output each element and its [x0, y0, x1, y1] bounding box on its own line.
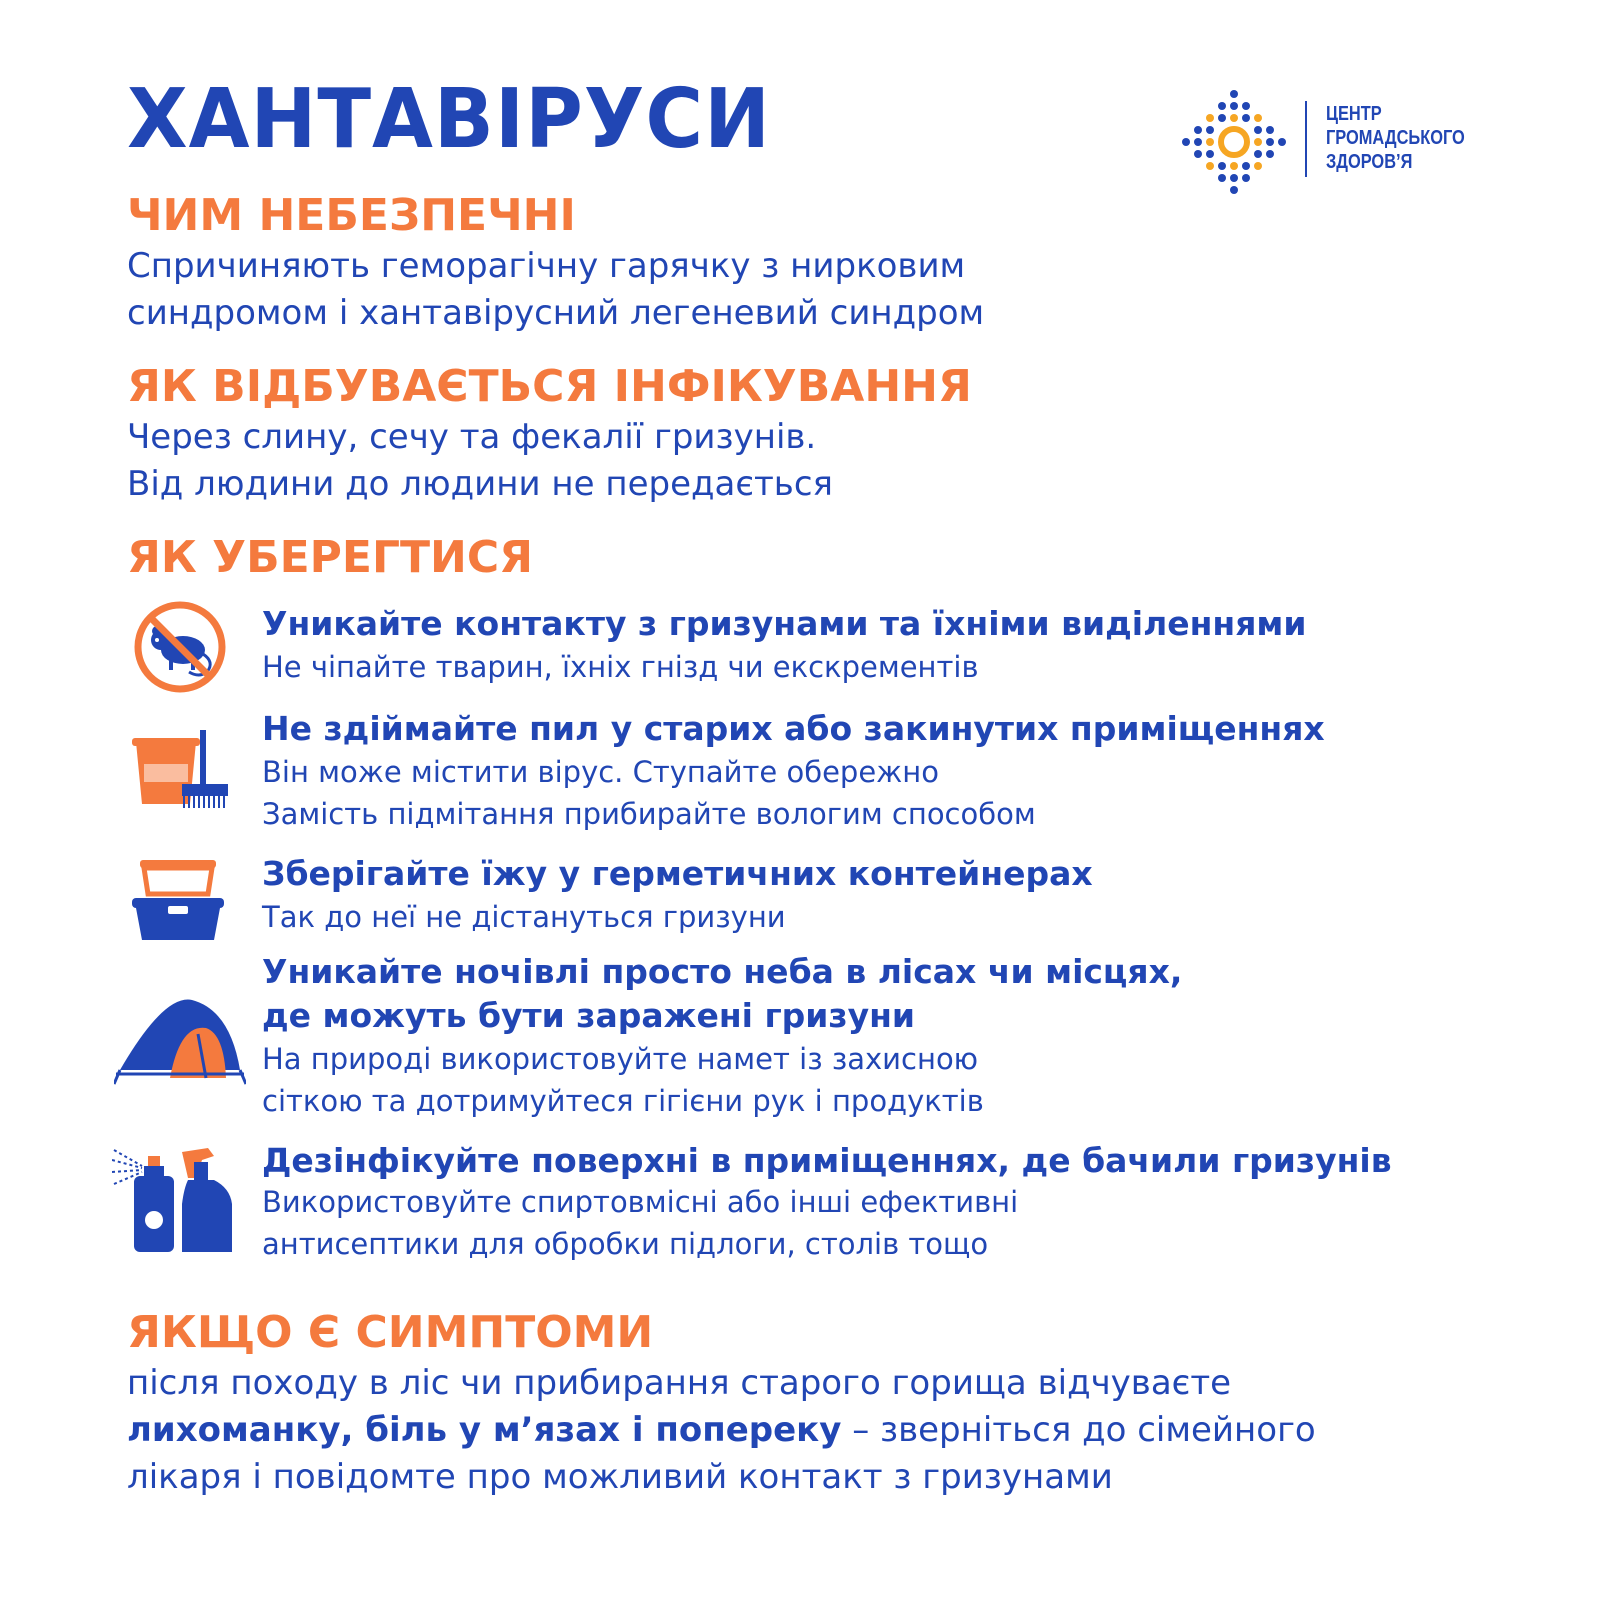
symptoms-line: лікаря і повідомте про можливий контакт з гризунами	[127, 1457, 1113, 1497]
item-title-line: Зберігайте їжу у герметичних контейнерах	[262, 854, 1093, 893]
item-text-line: Так до неї не дістануться гризуни	[262, 900, 786, 934]
prevention-item-title	[262, 707, 1325, 751]
logo-text	[1326, 102, 1465, 174]
item-text-line: антисептики для обробки підлоги, столів тощо	[262, 1227, 989, 1261]
symptoms-line: після походу в ліс чи прибирання старого горища відчуваєте	[127, 1363, 1232, 1403]
item-title-line: де можуть бути заражені гризуни	[262, 996, 916, 1035]
logo-line: ГРОМАДСЬКОГО	[1326, 127, 1465, 149]
infection-text	[127, 414, 833, 508]
danger-heading: ЧИМ НЕБЕЗПЕЧНІ	[127, 190, 576, 241]
tent-icon	[114, 994, 246, 1094]
item-text-line: На природі використовуйте намет із захисною	[262, 1042, 979, 1076]
symptoms-text	[127, 1360, 1316, 1501]
logo-divider	[1305, 101, 1307, 177]
item-text-line: Використовуйте спиртовмісні або інші ефективні	[262, 1185, 1019, 1219]
prevention-item-title	[262, 852, 1093, 896]
prevention-heading: ЯК УБЕРЕГТИСЯ	[127, 532, 534, 583]
danger-text	[127, 243, 984, 337]
item-text-line: сіткою та дотримуйтеся гігієни рук і продуктів	[262, 1084, 984, 1118]
logo-line: ЦЕНТР	[1326, 103, 1382, 125]
no-rodent-icon	[133, 600, 227, 694]
food-container-icon	[130, 858, 226, 944]
infection-line: Через слину, сечу та фекалії гризунів.	[127, 417, 817, 457]
logo-line: ЗДОРОВ’Я	[1326, 151, 1413, 173]
page-title: ХАНТАВІРУСИ	[127, 72, 772, 167]
danger-line: Спричиняють геморагічну гарячку з нирковим	[127, 246, 966, 286]
item-text-line: Замість підмітання прибирайте вологим способом	[262, 797, 1036, 831]
symptoms-heading: ЯКЩО Є СИМПТОМИ	[127, 1307, 654, 1358]
item-title-line: Уникайте контакту з гризунами та їхніми виділеннями	[262, 604, 1307, 643]
prevention-item-text	[262, 1038, 984, 1122]
item-title-line: Уникайте ночівлі просто неба в лісах чи місцях,	[262, 952, 1183, 991]
symptoms-line-rest: – зверніться до сімейного	[841, 1410, 1316, 1450]
spray-bottle-icon	[112, 1144, 240, 1256]
infection-line: Від людини до людини не передається	[127, 464, 833, 504]
item-title-line: Не здіймайте пил у старих або закинутих приміщеннях	[262, 709, 1325, 748]
item-title-line: Дезінфікуйте поверхні в приміщеннях, де бачили гризунів	[262, 1141, 1392, 1180]
prevention-item-text	[262, 646, 979, 688]
prevention-item-text	[262, 896, 786, 938]
danger-line: синдромом і хантавірусний легеневий синдром	[127, 293, 985, 333]
public-health-center-logo-icon	[1180, 88, 1288, 196]
symptoms-bold-text: лихоманку, біль у м’язах і попереку	[127, 1410, 842, 1450]
symptoms-line	[127, 1407, 1316, 1454]
item-text-line: Він може містити вірус. Ступайте обережно	[262, 755, 939, 789]
prevention-item-text	[262, 751, 1036, 835]
prevention-item-text	[262, 1181, 1018, 1265]
bucket-broom-icon	[130, 728, 236, 814]
infection-heading: ЯК ВІДБУВАЄТЬСЯ ІНФІКУВАННЯ	[127, 361, 972, 412]
prevention-item-title	[262, 950, 1182, 1038]
prevention-item-title	[262, 602, 1307, 646]
prevention-item-title	[262, 1139, 1392, 1183]
item-text-line: Не чіпайте тварин, їхніх гнізд чи екскрементів	[262, 650, 979, 684]
